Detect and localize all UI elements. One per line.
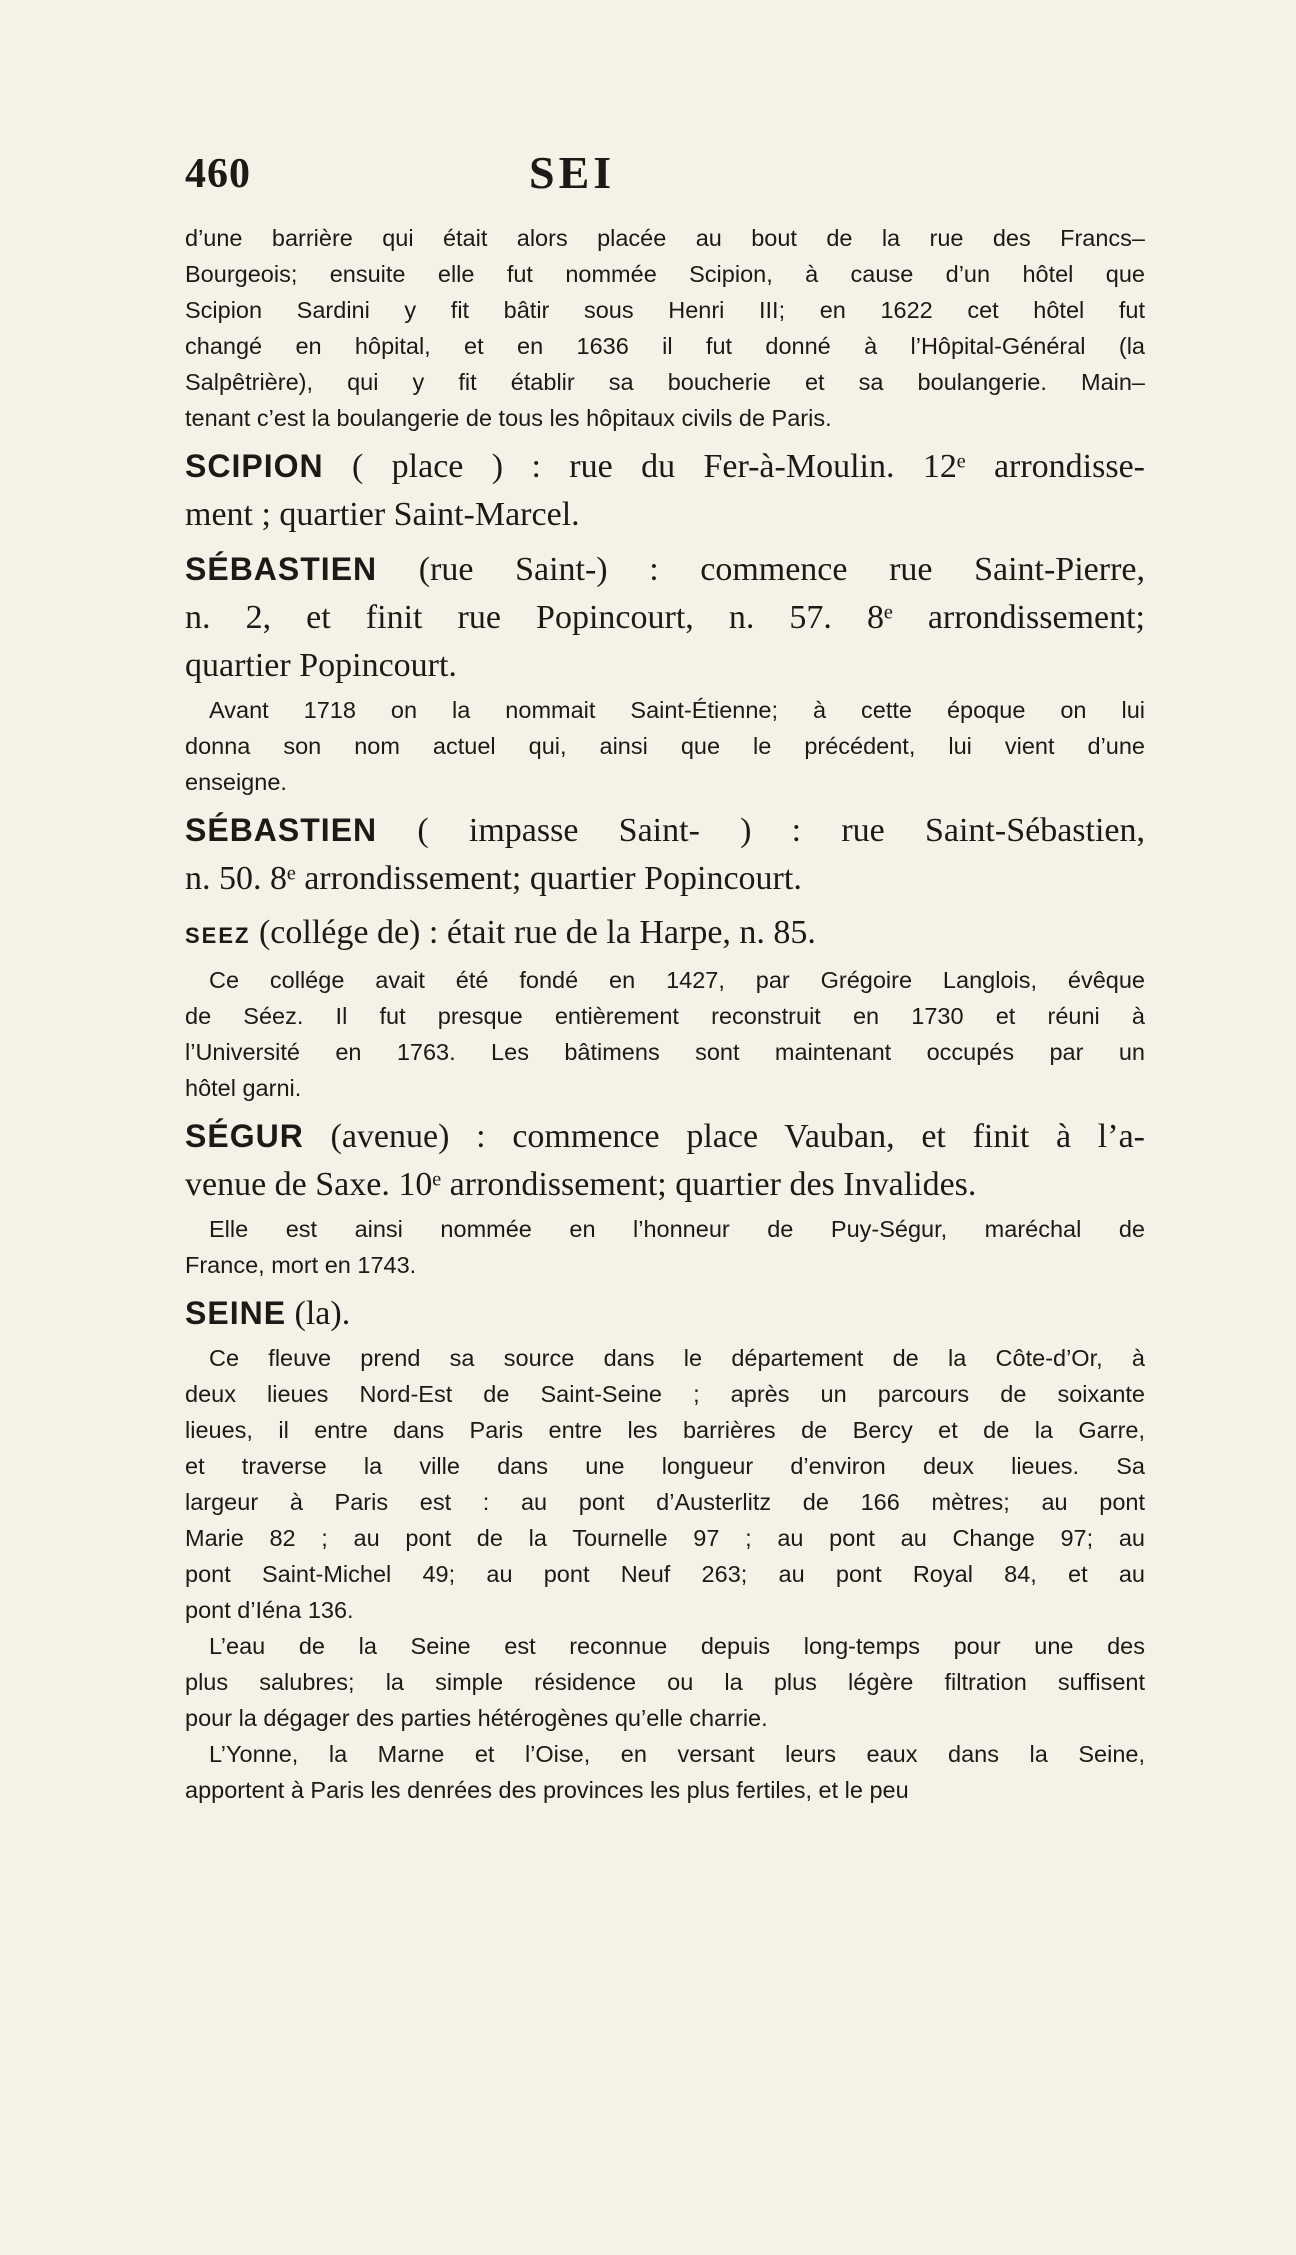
text-line: France, mort en 1743. (185, 1252, 417, 1278)
text-line: lieues, il entre dans Paris entre les barrières de Bercy et de la Garre, (185, 1417, 1145, 1443)
entry-text: (avenue) : commence place Vauban, et finit à l’a- (303, 1118, 1145, 1155)
page-body (185, 220, 1145, 1808)
text-line: L’eau de la Seine est reconnue depuis long-temps pour une des (209, 1633, 1145, 1659)
text-line: plus salubres; la simple résidence ou la plus légère filtration suffisent (185, 1669, 1145, 1695)
text-line: deux lieues Nord-Est de Saint-Seine ; après un parcours de soixante (185, 1381, 1145, 1407)
text-line: pont Saint-Michel 49; au pont Neuf 263; au pont Royal 84, et au (185, 1561, 1145, 1587)
entry-headword: SCIPION (185, 448, 324, 484)
paragraph (185, 1340, 1145, 1628)
page-number: 460 (185, 151, 251, 197)
entry (185, 806, 1145, 903)
text-line: donna son nom actuel qui, ainsi que le précédent, lui vient d’une (185, 733, 1145, 759)
entry-headword: SÉGUR (185, 1118, 304, 1154)
entry-line (185, 545, 1145, 594)
text-line: de Séez. Il fut presque entièrement reconstruit en 1730 et réuni à (185, 1003, 1145, 1029)
text-line: et traverse la ville dans une longueur d’environ deux lieues. Sa (185, 1453, 1145, 1479)
text-line: Ce collége avait été fondé en 1427, par Grégoire Langlois, évêque (209, 967, 1145, 993)
entry-line (185, 1289, 1145, 1338)
text-line: pour la dégager des parties hétérogènes qu’elle charrie. (185, 1705, 768, 1731)
entry-line: quartier Popincourt. (185, 647, 457, 684)
text-line: Salpêtrière), qui y fit établir sa boucherie et sa boulangerie. Main– (185, 369, 1145, 395)
entry-text: (la). (286, 1295, 351, 1332)
text-line: pont d’Iéna 136. (185, 1597, 354, 1623)
entry-text: ( impasse Saint- ) : rue Saint-Sébastien, (377, 812, 1145, 849)
paragraph (185, 1211, 1145, 1283)
entry-text: (collége de) : était rue de la Harpe, n. 85. (250, 914, 816, 951)
entry-line: n. 50. 8ᵉ arrondissement; quartier Popincourt. (185, 860, 802, 897)
text-line: hôtel garni. (185, 1075, 302, 1101)
text-line: largeur à Paris est : au pont d’Austerlitz de 166 mètres; au pont (185, 1489, 1145, 1515)
paragraph (185, 962, 1145, 1106)
text-line: l’Université en 1763. Les bâtimens sont maintenant occupés par un (185, 1039, 1145, 1065)
entry (185, 1112, 1145, 1209)
text-line: enseigne. (185, 769, 287, 795)
text-line: Avant 1718 on la nommait Saint-Étienne; à cette époque on lui (209, 697, 1145, 723)
text-line: Elle est ainsi nommée en l’honneur de Puy-Ségur, maréchal de (209, 1216, 1145, 1242)
entry-headword: SEINE (185, 1295, 287, 1331)
entry (185, 909, 1145, 960)
entry (185, 1289, 1145, 1338)
text-line: apportent à Paris les denrées des provinces les plus fertiles, et le peu (185, 1777, 909, 1803)
text-line: d’une barrière qui était alors placée au bout de la rue des Francs– (185, 225, 1145, 251)
text-line: Scipion Sardini y fit bâtir sous Henri III; en 1622 cet hôtel fut (185, 297, 1145, 323)
page-header (185, 147, 1145, 220)
entry (185, 545, 1145, 690)
text-line: changé en hôpital, et en 1636 il fut donné à l’Hôpital-Général (la (185, 333, 1145, 359)
entry-line (185, 909, 1145, 960)
entry-line (185, 442, 1145, 491)
paragraph (185, 1736, 1145, 1808)
entry-headword: SEEZ (185, 923, 251, 948)
text-line: Ce fleuve prend sa source dans le département de la Côte-d’Or, à (209, 1345, 1145, 1371)
text-line: Bourgeois; ensuite elle fut nommée Scipion, à cause d’un hôtel que (185, 261, 1145, 287)
entry-line (185, 1112, 1145, 1161)
paragraph (185, 220, 1145, 436)
paragraph (185, 692, 1145, 800)
entry-headword: SÉBASTIEN (185, 812, 378, 848)
entry-line (185, 806, 1145, 855)
paragraph (185, 1628, 1145, 1736)
entry-text: (rue Saint-) : commence rue Saint-Pierre, (377, 551, 1145, 588)
book-page (185, 147, 1145, 1808)
entry-line: venue de Saxe. 10ᵉ arrondissement; quartier des Invalides. (185, 1166, 977, 1203)
text-line: tenant c’est la boulangerie de tous les hôpitaux civils de Paris. (185, 405, 832, 431)
text-line: Marie 82 ; au pont de la Tournelle 97 ; au pont au Change 97; au (185, 1525, 1145, 1551)
entry-text: ( place ) : rue du Fer-à-Moulin. 12ᵉ arrondisse- (323, 448, 1145, 485)
entry (185, 442, 1145, 539)
text-line: L’Yonne, la Marne et l’Oise, en versant leurs eaux dans la Seine, (209, 1741, 1145, 1767)
entry-line: ment ; quartier Saint-Marcel. (185, 496, 580, 533)
running-head: SEI (529, 147, 616, 198)
entry-headword: SÉBASTIEN (185, 551, 378, 587)
entry-line: n. 2, et finit rue Popincourt, n. 57. 8ᵉ arrondissement; (185, 599, 1145, 636)
